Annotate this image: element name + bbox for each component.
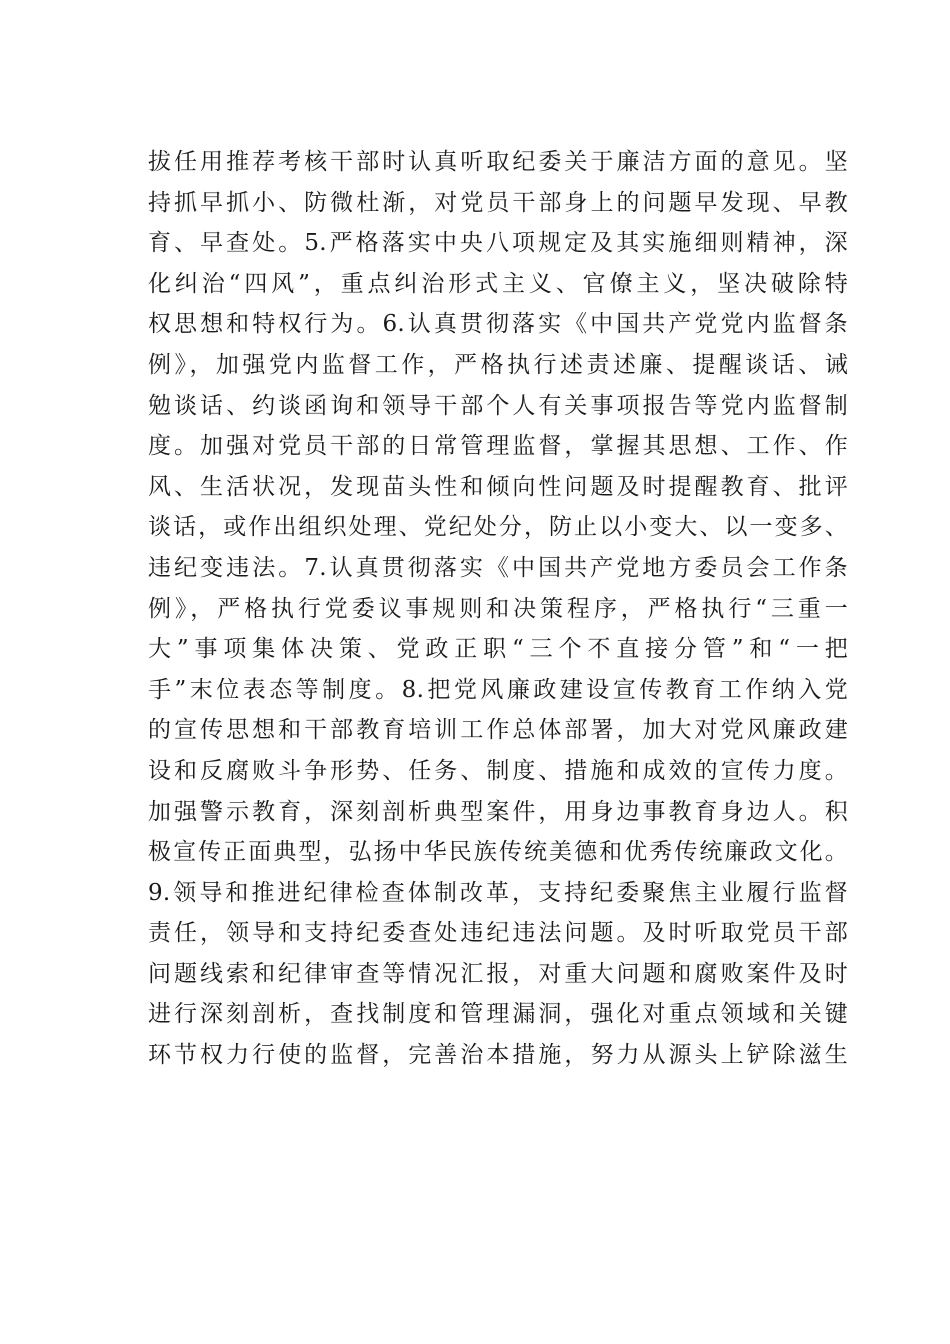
body-text xyxy=(148,142,848,1076)
text-line: 例》，严格执行党委议事规则和决策程序，严格执行“三重一 xyxy=(148,595,848,622)
text-line: 进行深刻剖析，查找制度和管理漏洞，强化对重点领域和关键 xyxy=(148,1001,848,1028)
text-line: 加强警示教育，深刻剖析典型案件，用身边事教育身边人。积 xyxy=(148,798,848,825)
text-line: 拔任用推荐考核干部时认真听取纪委关于廉洁方面的意见。坚 xyxy=(148,149,848,175)
text-line: 化纠治“四风”，重点纠治形式主义、官僚主义，坚决破除特 xyxy=(148,270,848,297)
text-line: 权思想和特权行为。6.认真贯彻落实《中国共产党党内监督条 xyxy=(148,311,848,338)
text-line: 违纪变违法。7.认真贯彻落实《中国共产党地方委员会工作条 xyxy=(148,554,848,581)
text-line: 设和反腐败斗争形势、任务、制度、措施和成效的宣传力度。 xyxy=(148,757,848,784)
text-line: 风、生活状况，发现苗头性和倾向性问题及时提醒教育、批评 xyxy=(148,473,848,500)
text-line: 手”末位表态等制度。8.把党风廉政建设宣传教育工作纳入党 xyxy=(148,676,848,703)
text-line: 环节权力行使的监督，完善治本措施，努力从源头上铲除滋生 xyxy=(148,1042,848,1069)
text-line: 大”事项集体决策、党政正职“三个不直接分管”和“一把 xyxy=(148,636,848,663)
text-line: 度。加强对党员干部的日常管理监督，掌握其思想、工作、作 xyxy=(148,433,848,460)
text-line: 问题线索和纪律审查等情况汇报，对重大问题和腐败案件及时 xyxy=(148,960,848,987)
text-line: 责任，领导和支持纪委查处违纪违法问题。及时听取党员干部 xyxy=(148,920,848,947)
text-line: 极宣传正面典型，弘扬中华民族传统美德和优秀传统廉政文化。 xyxy=(148,839,848,866)
text-line: 谈话，或作出组织处理、党纪处分，防止以小变大、以一变多、 xyxy=(148,514,848,541)
text-line: 育、早查处。5.严格落实中央八项规定及其实施细则精神，深 xyxy=(148,230,848,257)
text-line: 的宣传思想和干部教育培训工作总体部署，加大对党风廉政建 xyxy=(148,717,848,744)
text-line: 勉谈话、约谈函询和领导干部个人有关事项报告等党内监督制 xyxy=(148,392,848,419)
text-line: 持抓早抓小、防微杜渐，对党员干部身上的问题早发现、早教 xyxy=(148,189,848,216)
text-line: 9.领导和推进纪律检查体制改革，支持纪委聚焦主业履行监督 xyxy=(148,879,848,906)
text-line: 例》，加强党内监督工作，严格执行述责述廉、提醒谈话、诫 xyxy=(148,351,848,378)
